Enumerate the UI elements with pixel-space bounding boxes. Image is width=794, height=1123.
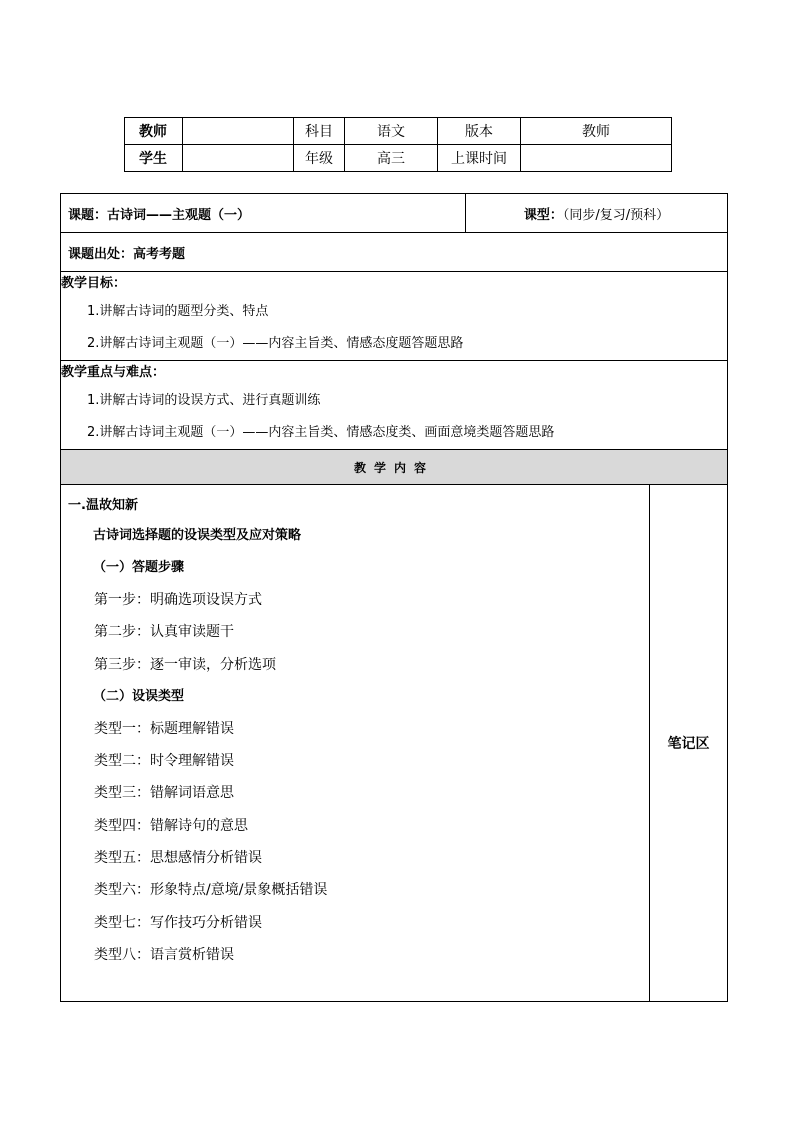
key-point-item: 1.讲解古诗词的设误方式、进行真题训练	[87, 393, 321, 408]
content-subtitle: 古诗词选择题的设误类型及应对策略	[93, 528, 302, 543]
student-label: 学生	[125, 145, 183, 172]
key-points-heading: 教学重点与难点：	[61, 365, 166, 380]
time-value	[521, 145, 672, 172]
part-title: （二）设误类型	[93, 688, 185, 704]
lesson-table	[60, 193, 728, 1002]
objective-item: 1.讲解古诗词的题型分类、特点	[87, 304, 269, 319]
objective-item: 2.讲解古诗词主观题（一）——内容主旨类、情感态度题答题思路	[87, 336, 464, 351]
type-item: 类型四：错解诗句的意思	[94, 817, 248, 834]
lesson-topic: 课题：古诗词——主观题（一）	[61, 194, 466, 233]
objectives-block	[61, 272, 728, 361]
section-title: 一.温故知新	[68, 498, 138, 513]
key-points-block	[61, 361, 728, 450]
type-item: 类型三：错解词语意思	[94, 785, 234, 802]
step-item: 第二步：认真审读题干	[94, 624, 234, 641]
lesson-type-label: 课型：	[523, 207, 563, 223]
teacher-label: 教师	[125, 118, 183, 145]
type-item: 类型二：时令理解错误	[94, 753, 234, 770]
type-item: 类型五：思想感情分析错误	[94, 850, 262, 867]
teacher-value	[183, 118, 294, 145]
type-item: 类型七：写作技巧分析错误	[94, 914, 262, 931]
key-point-item: 2.讲解古诗词主观题（一）——内容主旨类、情感态度类、画面意境类题答题思路	[87, 425, 555, 440]
type-item: 类型八：语言赏析错误	[94, 946, 234, 963]
student-value	[183, 145, 294, 172]
objectives-heading: 教学目标：	[61, 276, 127, 291]
notes-area: 笔记区	[650, 485, 728, 1002]
time-label: 上课时间	[438, 145, 521, 172]
info-table	[124, 117, 672, 172]
type-item: 类型六：形象特点/意境/景象概括错误	[94, 882, 328, 899]
lesson-type-value: （同步/复习/预科）	[562, 207, 670, 223]
subject-value: 语文	[345, 118, 438, 145]
subject-label: 科目	[294, 118, 345, 145]
edition-value: 教师	[521, 118, 672, 145]
grade-value: 高三	[345, 145, 438, 172]
lesson-source: 课题出处：高考考题	[61, 233, 728, 272]
edition-label: 版本	[438, 118, 521, 145]
lesson-type	[466, 194, 728, 233]
content-area	[61, 485, 650, 1002]
step-item: 第三步：逐一审读，分析选项	[94, 656, 276, 673]
grade-label: 年级	[294, 145, 345, 172]
part-title: （一）答题步骤	[93, 560, 185, 575]
teaching-content-band: 教学内容	[61, 450, 728, 485]
type-item: 类型一：标题理解错误	[94, 720, 234, 737]
step-item: 第一步：明确选项设误方式	[94, 592, 262, 608]
